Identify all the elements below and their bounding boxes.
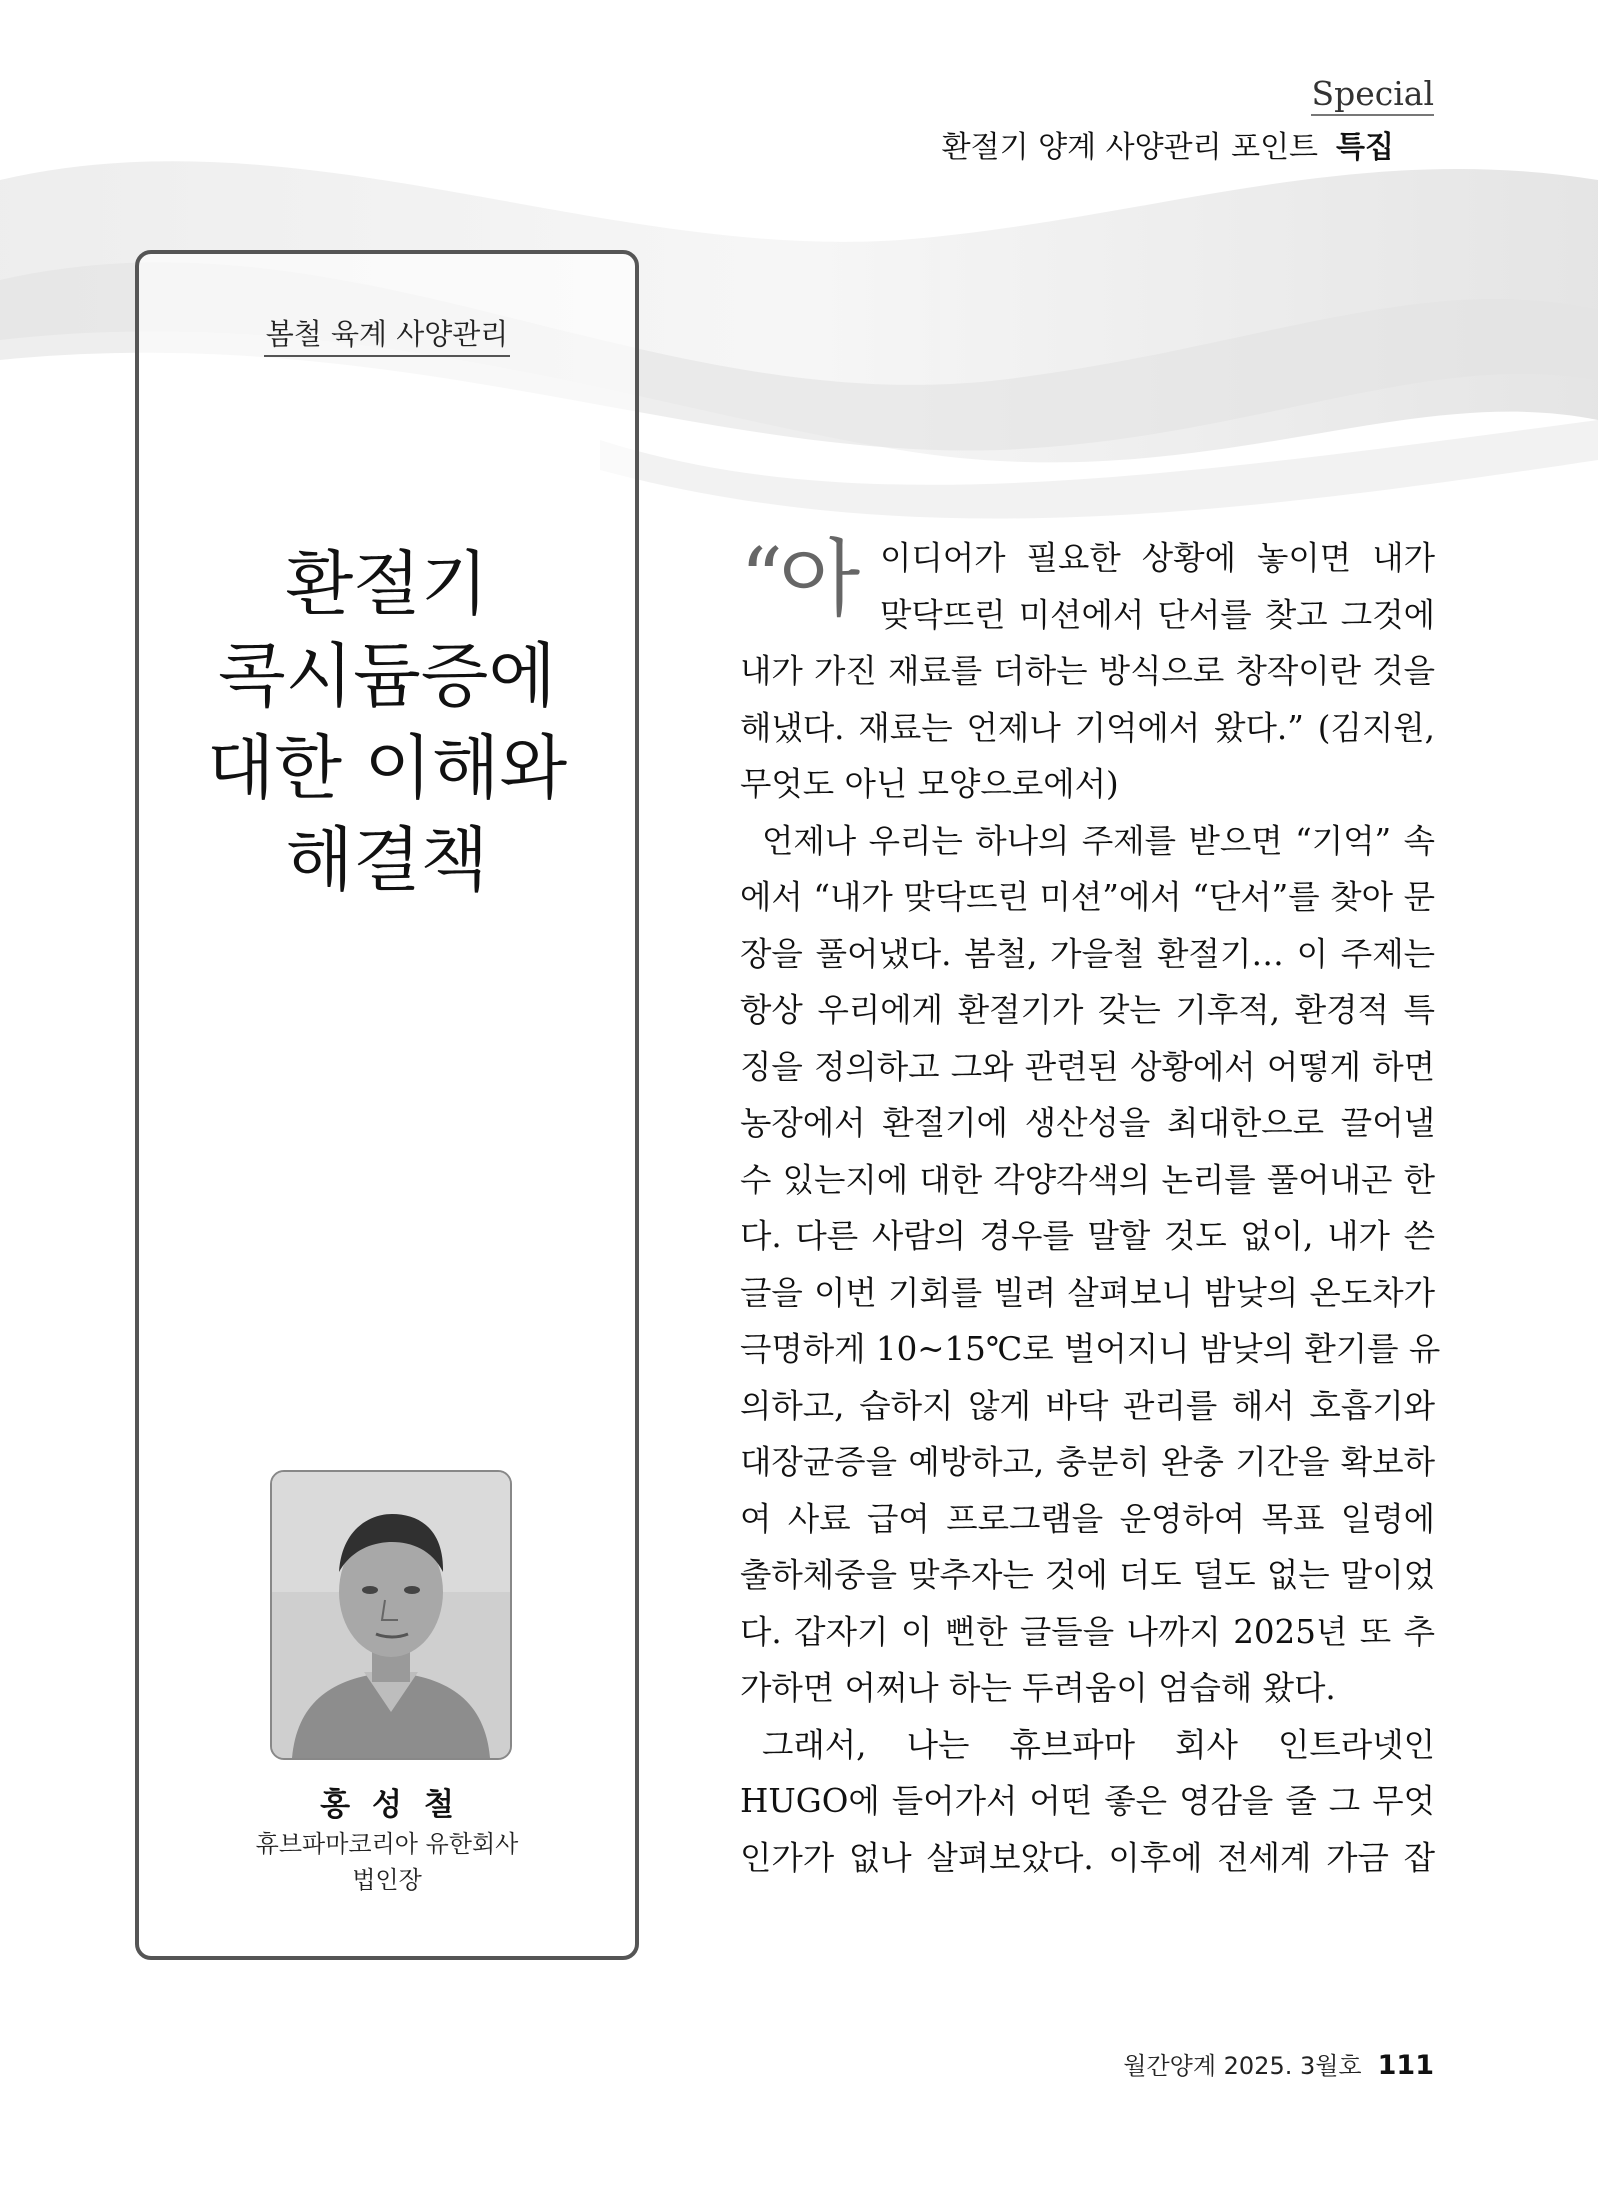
body-line: 맞닥뜨린 미션에서 단서를 찾고 그것에 [880, 595, 1435, 634]
author-position: 법인장 [352, 1866, 422, 1894]
body-line: 다. 다른 사람의 경우를 말할 것도 없이, 내가 쓴 [740, 1217, 1435, 1255]
body-line: 항상 우리에게 환절기가 갖는 기후적, 환경적 특 [740, 991, 1435, 1029]
body-line: 인가가 없나 살펴보았다. 이후에 전세계 가금 잡 [740, 1838, 1435, 1877]
drop-cap: “아 [740, 530, 857, 628]
body-line: 의하고, 습하지 않게 바닥 관리를 해서 호흡기와 [740, 1386, 1435, 1425]
body-line: 극명하게 10~15℃로 벌어지니 밤낮의 환기를 유 [740, 1330, 1441, 1368]
body-line: HUGO에 들어가서 어떤 좋은 영감을 줄 그 무엇 [740, 1782, 1435, 1820]
title-line: 대한 이해와 [206, 727, 568, 809]
feature-tag: 특집 [1336, 130, 1394, 165]
author-photo [270, 1470, 512, 1760]
body-line: 농장에서 환절기에 생산성을 최대한으로 끌어낼 [740, 1104, 1435, 1142]
title-card [135, 250, 639, 1960]
title-line: 환절기 [285, 543, 489, 625]
issue-label: 월간양계 2025. 3월호 [1123, 2052, 1362, 2080]
article-title [139, 538, 635, 906]
body-line: 수 있는지에 대한 각양각색의 논리를 풀어내곤 한 [740, 1160, 1435, 1199]
author-name: 홍성철 [320, 1787, 476, 1823]
body-line: 징을 정의하고 그와 관련된 상황에서 어떻게 하면 [740, 1047, 1435, 1086]
article-body [740, 530, 1441, 1886]
body-line: 무엇도 아닌 모양으로에서) [740, 765, 1119, 803]
body-line: 이디어가 필요한 상황에 놓이면 내가 [880, 539, 1435, 577]
title-line: 해결책 [285, 819, 489, 901]
author-company: 휴브파마코리아 유한회사 [255, 1830, 519, 1858]
body-line: 가하면 어쩌나 하는 두려움이 엄습해 왔다. [740, 1669, 1336, 1707]
series-label [139, 312, 635, 353]
body-line: 다. 갑자기 이 뻔한 글들을 나까지 2025년 또 추 [740, 1612, 1435, 1651]
body-line: 그래서, 나는 휴브파마 회사 인트라넷인 [762, 1725, 1435, 1764]
body-line: 대장균증을 예방하고, 충분히 완충 기간을 확보하 [740, 1443, 1435, 1481]
section-subtitle [942, 122, 1394, 166]
body-line: 언제나 우리는 하나의 주제를 받으면 “기억” 속 [762, 821, 1435, 860]
opening-paragraph [740, 530, 1435, 643]
body-line: 에서 “내가 맞닥뜨린 미션”에서 “단서”를 찾아 문 [740, 878, 1435, 916]
series-label-text: 봄철 육계 사양관리 [264, 317, 511, 357]
body-line: 장을 풀어냈다. 봄철, 가을철 환절기… 이 주제는 [740, 934, 1435, 973]
title-line: 콕시듐증에 [217, 635, 557, 717]
body-line: 출하체중을 맞추자는 것에 더도 덜도 없는 말이었 [740, 1556, 1435, 1594]
page-footer [1123, 2046, 1434, 2081]
page-number: 111 [1377, 2050, 1434, 2081]
body-line: 해냈다. 재료는 언제나 기억에서 왔다.” (김지원, [740, 708, 1435, 747]
feature-topic: 환절기 양계 사양관리 포인트 [941, 130, 1319, 165]
body-line: 글을 이번 기회를 빌려 살펴보니 밤낮의 온도차가 [740, 1273, 1435, 1312]
body-line: 내가 가진 재료를 더하는 방식으로 창작이란 것을 [740, 652, 1435, 690]
section-label: Special [1311, 76, 1434, 116]
body-line: 여 사료 급여 프로그램을 운영하여 목표 일령에 [740, 1499, 1435, 1538]
author-role [139, 1826, 635, 1898]
